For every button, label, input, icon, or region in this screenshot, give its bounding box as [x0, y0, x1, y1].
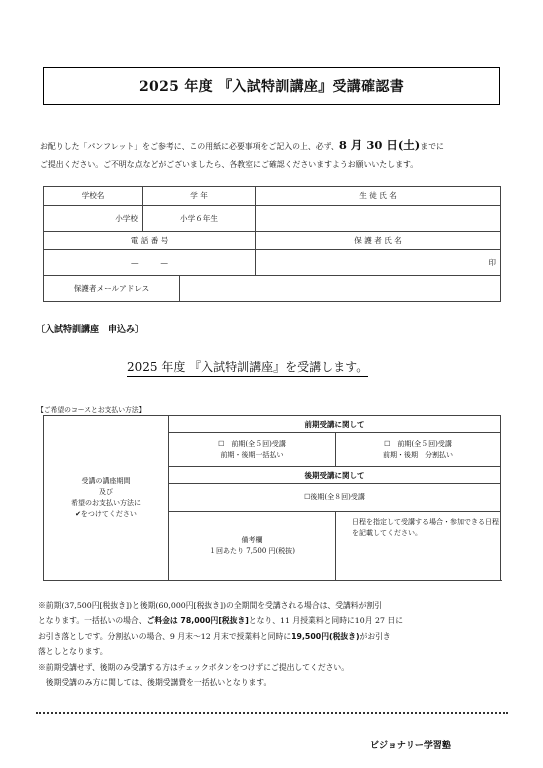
- guardian-field[interactable]: [256, 250, 501, 276]
- student-info-table: [43, 186, 501, 302]
- note-bold: 19,500円(税抜き): [291, 631, 360, 641]
- option-early-split-line2: 前期・後期 分割払い: [383, 450, 453, 459]
- course-header: 【ご希望のコースとお支払い方法】: [37, 406, 146, 414]
- remarks-text: 日程を指定して受講する場合・参加できる日程を記載してください。: [352, 518, 499, 537]
- note-text: 落としとなります。: [38, 647, 108, 657]
- course-instructions: [44, 416, 169, 581]
- note-line: [38, 613, 508, 628]
- intro-line2: ご提出ください。ご不明な点などがございましたら、各教室にご確認くださいますようお願いいたします。: [40, 160, 419, 169]
- note-line: [38, 644, 508, 659]
- intro-line1-after: までに: [420, 142, 444, 151]
- notes: [38, 598, 508, 690]
- phone-dashes: — —: [131, 258, 168, 267]
- page-title: 2025 年度 『入試特訓講座』受講確認書: [138, 79, 404, 95]
- late-band: 後期受講に関して: [169, 467, 501, 484]
- intro-text: [40, 136, 510, 174]
- note-line: [38, 629, 508, 644]
- option-early-lump-line1: ☐ 前期(全５回)受講: [218, 439, 286, 448]
- note-text: がお引き: [359, 631, 391, 641]
- phone-label: 電 話 番 号: [44, 231, 256, 250]
- note-line: [38, 660, 508, 675]
- remarks-sub: １回あたり 7,500 円(税抜): [209, 547, 295, 555]
- grade-value: 小学６年生: [143, 205, 256, 231]
- early-band: 前期受講に関して: [169, 416, 501, 433]
- instruction-line: 希望のお支払い方法に: [71, 499, 141, 507]
- grade-label: 学 年: [143, 187, 256, 206]
- email-label: 保護者メールアドレス: [44, 276, 180, 302]
- course-table: [43, 415, 501, 581]
- instruction-line: 受講の講座期間: [81, 477, 131, 485]
- deadline-date: 8 月 30 日(土): [338, 138, 421, 152]
- option-early-split-line1: ☐ 前期(全５回)受講: [384, 439, 452, 448]
- school-field[interactable]: [44, 205, 143, 231]
- organization-name: ビジョナリー学習塾: [370, 741, 451, 751]
- intro-line1-before: お配りした「パンフレット」をご参考に、この用紙に必要事項をご記入の上、必ず、: [40, 142, 339, 151]
- school-label: 学校名: [44, 187, 143, 206]
- instruction-line: ✔をつけてください: [75, 510, 137, 518]
- remarks-label-cell: [169, 512, 336, 581]
- note-text: ※前期(37,500円[税抜き])と後期(60,000円[税抜き])の全期間を受講される場合は、受講料が割引: [38, 601, 382, 610]
- note-text: 後期受講のみ方に関しては、後期受講費を一括払いとなります。: [38, 678, 272, 688]
- note-line: [38, 598, 508, 613]
- phone-field[interactable]: [44, 250, 256, 276]
- declaration: 2025 年度 『入試特訓講座』を受講します。: [127, 358, 368, 377]
- note-bold: ご料金は 78,000円[税抜き]: [146, 616, 249, 626]
- student-name-label: 生 徒 氏 名: [256, 187, 501, 206]
- student-name-field[interactable]: [256, 205, 501, 231]
- title-box: [43, 67, 500, 105]
- email-field[interactable]: [180, 276, 501, 302]
- school-suffix: 小学校: [115, 213, 138, 223]
- option-early-split[interactable]: [336, 433, 501, 467]
- instruction-line: 及び: [99, 488, 113, 496]
- remarks-field[interactable]: [336, 512, 501, 581]
- application-header: 〔入試特訓講座 申込み〕: [36, 325, 145, 335]
- note-text: となり、11 月授業料と同時に10月 27 日に: [248, 616, 403, 626]
- note-text: となります。一括払いの場合、: [38, 616, 147, 626]
- option-late[interactable]: ☐後期(全８回)受講: [169, 484, 501, 512]
- note-text: お引き落としです。分割払いの場合、9 月末〜12 月末で授業料と同時に: [38, 631, 292, 641]
- dotted-divider: [36, 712, 508, 714]
- seal-mark: 印: [488, 258, 497, 267]
- guardian-label: 保 護 者 氏 名: [256, 231, 501, 250]
- option-early-lump[interactable]: [169, 433, 336, 467]
- note-line: [38, 675, 508, 690]
- remarks-label: 備考欄: [241, 536, 263, 544]
- option-early-lump-line2: 前期・後期一括払い: [220, 450, 284, 459]
- note-text: ※前期受講せず、後期のみ受講する方はチェックボタンをつけずにご提出してください。: [38, 662, 350, 672]
